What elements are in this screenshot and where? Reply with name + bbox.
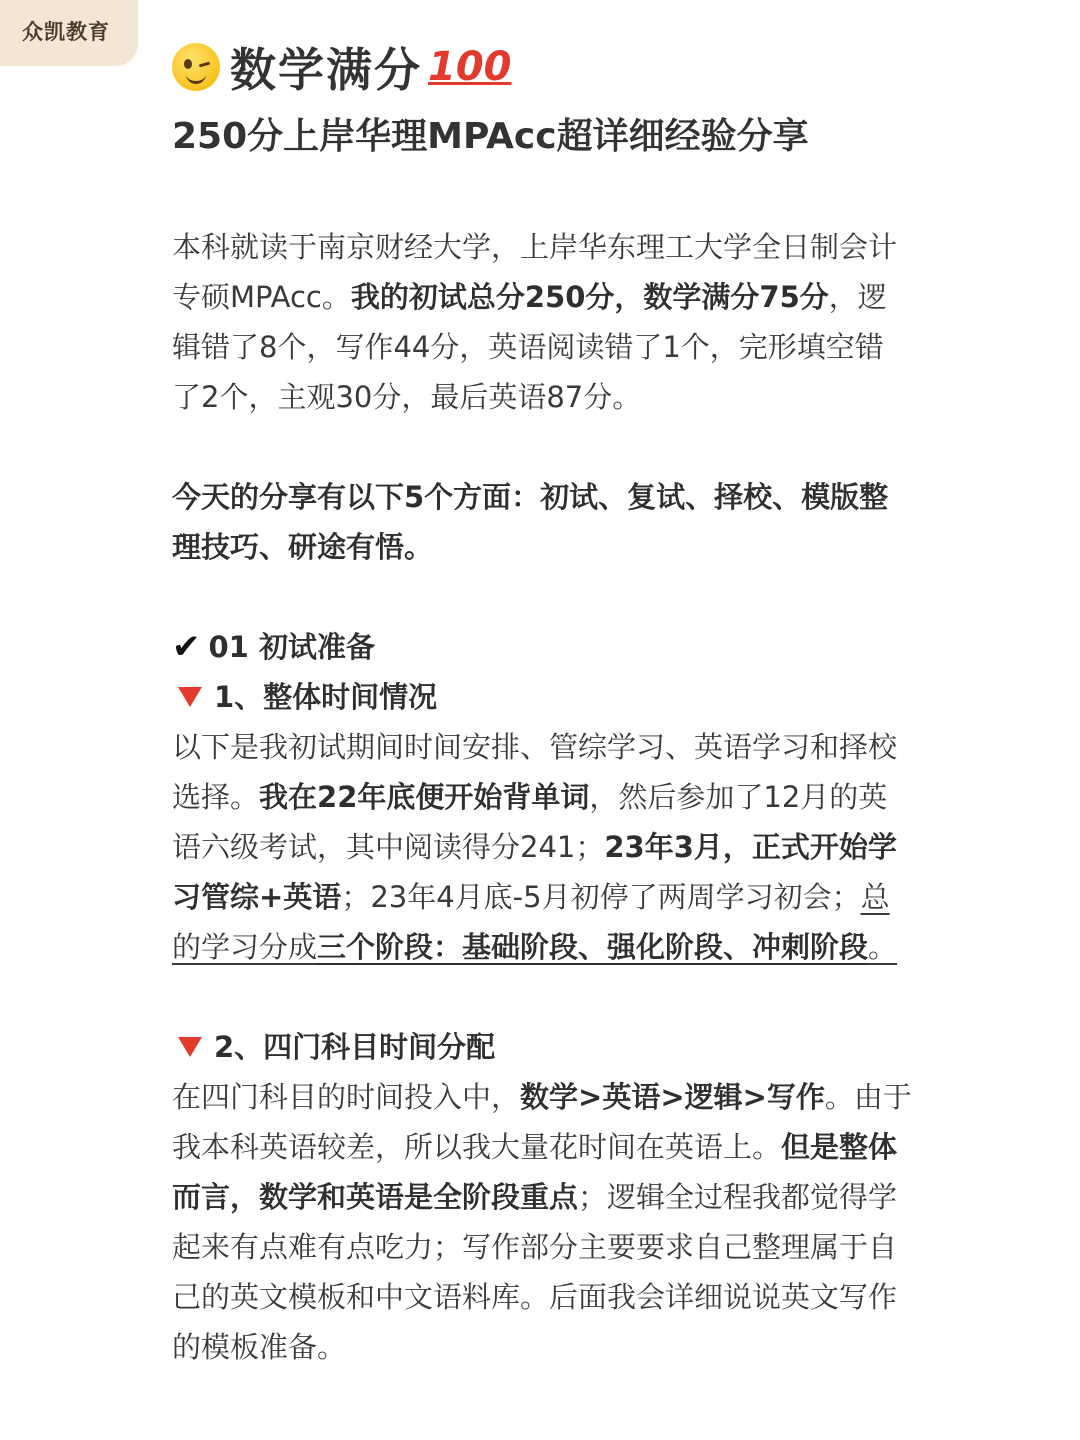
red-triangle-icon (178, 1037, 202, 1057)
brand-tag (0, 0, 138, 66)
article-body (172, 222, 912, 1372)
allocation-c: 。由于我本科英语较差，所以我大量花时间在英语上。 (172, 1080, 912, 1164)
page-title: 数学满分 (230, 43, 422, 97)
timeline-e: ；23年4月底-5月初停了两周学习初会； (341, 880, 861, 914)
overview-paragraph: 今天的分享有以下5个方面：初试、复试、择校、模版整理技巧、研途有悟。 (172, 480, 889, 564)
timeline-d: 23年3月，正式开始学习管综+英语 (172, 830, 897, 914)
red-triangle-icon (178, 687, 202, 707)
hundred-points-icon: 100 (428, 44, 512, 90)
timeline-b: 我在22年底便开始背单词 (259, 780, 590, 814)
winking-face-icon (172, 43, 220, 91)
page-subtitle: 250分上岸华理MPAcc超详细经验分享 (172, 116, 809, 157)
brand-label: 众凯教育 (22, 20, 110, 44)
subsection-heading-2 (172, 1022, 912, 1072)
intro-text-c: ，逻辑错了8个，写作44分，英语阅读错了1个，完形填空错了2个，主观30分，最后英语87分。 (172, 280, 887, 414)
timeline-f: 总的学习分成 (172, 880, 890, 964)
subsection-heading-2-text: 2、四门科目时间分配 (214, 1030, 496, 1064)
timeline-g: 三个阶段：基础阶段、强化阶段、冲刺阶段 (317, 930, 869, 964)
intro-paragraph (172, 222, 912, 422)
check-mark-icon: ✔ (172, 627, 201, 667)
subsection-heading-1-text: 1、整体时间情况 (214, 680, 438, 714)
subsection-heading-1 (172, 672, 912, 722)
intro-text-b: 我的初试总分250分，数学满分75分 (350, 280, 829, 314)
timeline-h: 。 (868, 930, 898, 964)
section-heading-text: 01 初试准备 (208, 630, 375, 664)
allocation-paragraph (172, 1072, 912, 1372)
title-row (172, 34, 512, 100)
intro-text-a: 本科就读于南京财经大学，上岸华东理工大学全日制会计专硕MPAcc。 (172, 230, 898, 314)
allocation-b: 数学>英语>逻辑>写作 (520, 1080, 825, 1114)
timeline-c: ，然后参加了12月的英语六级考试，其中阅读得分241； (172, 780, 888, 864)
timeline-a: 以下是我初试期间时间安排、管综学习、英语学习和择校选择。 (172, 730, 898, 814)
allocation-e: ；逻辑全过程我都觉得学起来有点难有点吃力；写作部分主要要求自己整理属于自己的英文模板和中文语料库。后面我会详细说说英文写作的模板准备。 (172, 1180, 898, 1364)
timeline-paragraph (172, 722, 912, 972)
allocation-a: 在四门科目的时间投入中， (172, 1080, 521, 1114)
section-heading (172, 622, 912, 672)
allocation-d: 但是整体而言，数学和英语是全阶段重点 (172, 1130, 898, 1214)
